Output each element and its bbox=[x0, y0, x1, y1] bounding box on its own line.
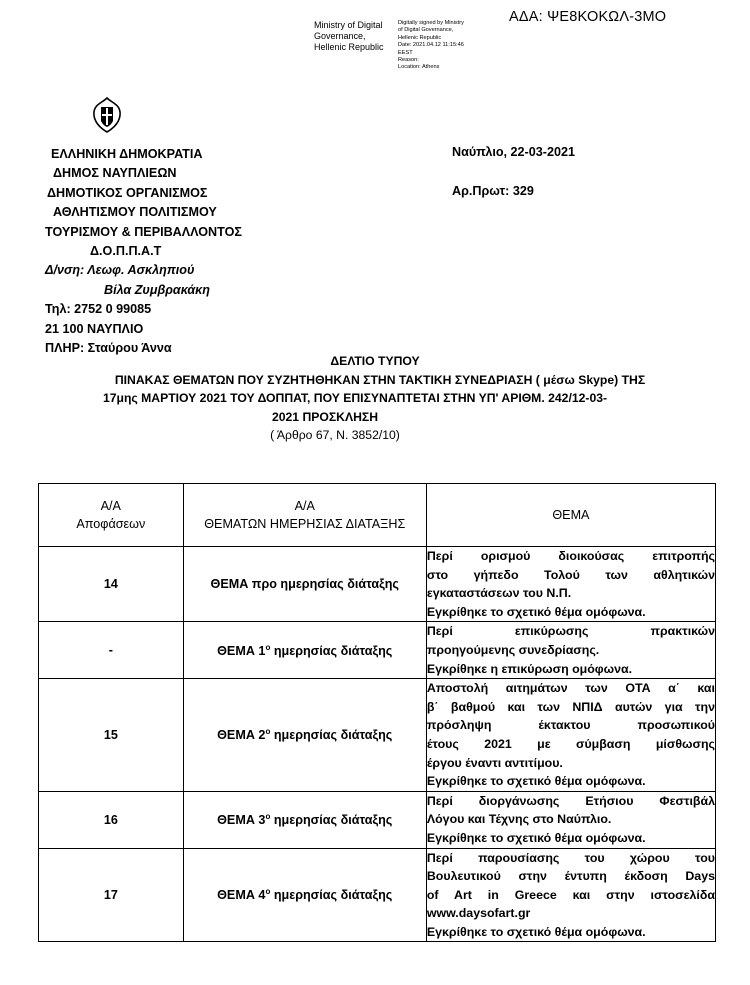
subject-line: Εγκρίθηκε το σχετικό θέμα ομόφωνα. bbox=[426, 924, 646, 939]
subject-line: Περί ορισμού διοικούσας επιτροπής bbox=[426, 549, 715, 563]
header-subject bbox=[426, 484, 715, 547]
sender-line: Τηλ: 2752 0 99085 bbox=[45, 302, 152, 317]
press-title: ΔΕΛΤΙΟ ΤΥΠΟΥ bbox=[330, 354, 420, 368]
sender-line: 21 100 ΝΑΥΠΛΙΟ bbox=[45, 321, 144, 336]
sender-line: ΕΛΛΗΝΙΚΗ ΔΗΜΟΚΡΑΤΙΑ bbox=[51, 147, 203, 161]
sender-line: Δ.Ο.Π.Π.Α.Τ bbox=[90, 243, 162, 258]
signature-line: Hellenic Republic bbox=[398, 34, 442, 41]
decision-number: 15 bbox=[39, 679, 184, 792]
subject-line: Εγκρίθηκε η επικύρωση ομόφωνα. bbox=[426, 661, 633, 676]
subject-description bbox=[426, 679, 715, 792]
header-text: ΘΕΜΑ bbox=[552, 508, 590, 522]
subject-line: of Art in Greece και στην ιστοσελίδα bbox=[426, 887, 715, 902]
agenda-topic-text: ΘΕΜΑ 3 bbox=[217, 813, 266, 828]
header-text: Αποφάσεων bbox=[76, 517, 146, 531]
press-subtitle-line: ΠΙΝΑΚΑΣ ΘΕΜΑΤΩΝ ΠΟΥ ΣΥΖΗΤΗΘΗΚΑΝ ΣΤΗΝ ΤΑΚΤΙΚΗ ΣΥΝΕΔΡΙΑΣΗ ( μέσω Skype) ΤΗΣ bbox=[114, 372, 646, 387]
subject-description bbox=[426, 622, 715, 679]
agenda-topic-text: ΘΕΜΑ 2 bbox=[217, 728, 266, 743]
subject-line: Βουλευτικού στην έντυπη έκδοση Days bbox=[426, 869, 715, 884]
agenda-topic bbox=[183, 848, 426, 942]
press-subtitle-line: 2021 ΠΡΟΣΚΛΗΣΗ bbox=[271, 409, 379, 424]
signer-line: Hellenic Republic bbox=[314, 42, 384, 52]
agenda-topic-suffix: ημερησίας διάταξης bbox=[270, 728, 393, 743]
agenda-topic-suffix: ημερησίας διάταξης bbox=[270, 643, 393, 658]
subject-line: Περί διοργάνωσης Ετήσιου Φεστιβάλ bbox=[426, 793, 715, 808]
header-text: ΘΕΜΑΤΩΝ ΗΜΕΡΗΣΙΑΣ ΔΙΑΤΑΞΗΣ bbox=[204, 517, 406, 531]
agenda-topic bbox=[183, 622, 426, 679]
sender-line: ΤΟΥΡΙΣΜΟΥ & ΠΕΡΙΒΑΛΛΟΝΤΟΣ bbox=[45, 224, 242, 239]
agenda-topic bbox=[183, 679, 426, 792]
protocol-number: Αρ.Πρωτ: 329 bbox=[452, 184, 534, 198]
subject-line: έργου έναντι αντιτίμου. bbox=[426, 755, 563, 770]
agenda-topic bbox=[183, 547, 426, 622]
sender-line: ΠΛΗΡ: Σταύρου Άννα bbox=[45, 340, 172, 355]
agenda-topic-suffix: ημερησίας διάταξης bbox=[270, 888, 393, 903]
signature-line: Digitally signed by Ministry bbox=[398, 20, 464, 26]
table-row bbox=[39, 622, 716, 679]
subject-line: β΄ βαθμού και των ΝΠΙΔ αυτών για την bbox=[426, 699, 715, 714]
decision-number: 17 bbox=[39, 848, 184, 942]
subject-line: Εγκρίθηκε το σχετικό θέμα ομόφωνα. bbox=[426, 604, 646, 619]
header-decision bbox=[39, 484, 184, 547]
subject-line: προηγούμενης συνεδρίασης. bbox=[426, 642, 600, 657]
subject-line: Περί επικύρωσης πρακτικών bbox=[426, 624, 715, 639]
decision-number: 14 bbox=[39, 547, 184, 622]
agenda-topic-text: ΘΕΜΑ προ ημερησίας διάταξης bbox=[210, 577, 399, 592]
digital-signature-details bbox=[398, 20, 464, 72]
sender-line: Βίλα Ζυμβρακάκη bbox=[104, 282, 210, 297]
sender-line: ΑΘΛΗΤΙΣΜΟΥ ΠΟΛΙΤΙΣΜΟΥ bbox=[53, 205, 217, 220]
subject-description bbox=[426, 791, 715, 848]
agenda-topic-text: ΘΕΜΑ 4 bbox=[217, 888, 266, 903]
table-row bbox=[39, 679, 716, 792]
topics-table bbox=[38, 483, 716, 942]
press-release-heading bbox=[0, 352, 750, 445]
header-topic bbox=[183, 484, 426, 547]
subject-description bbox=[426, 547, 715, 622]
sender-block bbox=[45, 145, 242, 358]
subject-line: Αποστολή αιτημάτων των ΟΤΑ α΄ και bbox=[426, 681, 715, 696]
signature-line: Location: Athens bbox=[398, 64, 440, 71]
subject-line: εγκαταστάσεων του Ν.Π. bbox=[426, 586, 572, 601]
subject-description bbox=[426, 848, 715, 942]
ada-code: ΑΔΑ: ΨΕ8ΚΟΚΩΛ-3ΜΟ bbox=[509, 9, 667, 25]
table-row bbox=[39, 848, 716, 942]
signature-line: Reason: bbox=[398, 57, 419, 64]
place-date: Ναύπλιο, 22-03-2021 bbox=[452, 145, 575, 159]
agenda-topic-text: ΘΕΜΑ 1 bbox=[217, 643, 266, 658]
sender-line: ΔΗΜΟΤΙΚΟΣ ΟΡΓΑΝΙΣΜΟΣ bbox=[47, 185, 208, 200]
digital-signer bbox=[314, 20, 384, 53]
signature-line: EEST bbox=[398, 49, 413, 56]
ordinal-suffix: ο bbox=[265, 642, 271, 652]
subject-line: πρόσληψη έκτακτου προσωπικού bbox=[426, 718, 715, 733]
decision-number: 16 bbox=[39, 791, 184, 848]
subject-line: Εγκρίθηκε το σχετικό θέμα ομόφωνα. bbox=[426, 774, 646, 789]
law-reference: ( Άρθρο 67, Ν. 3852/10) bbox=[270, 428, 400, 442]
subject-line: Λόγου και Τέχνης στο Ναύπλιο. bbox=[426, 812, 612, 827]
signature-line: Date: 2021.04.12 11:15:46 bbox=[398, 42, 464, 49]
signature-line: of Digital Governance, bbox=[398, 27, 454, 34]
hellenic-emblem-icon bbox=[92, 97, 122, 133]
header-text: Α/Α bbox=[294, 499, 315, 513]
signer-line: Ministry of Digital bbox=[314, 20, 383, 30]
ordinal-suffix: ο bbox=[265, 812, 271, 822]
press-subtitle-line: 17μης ΜΑΡΤΙΟΥ 2021 ΤΟΥ ΔΟΠΠΑΤ, ΠΟΥ ΕΠΙΣΥΝΑΠΤΕΤΑΙ ΣΤΗΝ ΥΠ' ΑΡΙΘΜ. 242/12-03- bbox=[102, 391, 608, 405]
ordinal-suffix: ο bbox=[265, 727, 271, 737]
table-row bbox=[39, 547, 716, 622]
agenda-topic-suffix: ημερησίας διάταξης bbox=[270, 813, 393, 828]
subject-line: έτους 2021 με σύμβαση μίσθωσης bbox=[426, 736, 715, 751]
sender-line: ΔΗΜΟΣ ΝΑΥΠΛΙΕΩΝ bbox=[53, 166, 177, 181]
subject-line: στο γήπεδο Τολού των αθλητικών bbox=[426, 567, 715, 582]
subject-line: Εγκρίθηκε το σχετικό θέμα ομόφωνα. bbox=[426, 830, 646, 845]
subject-line: www.daysofart.gr bbox=[426, 906, 531, 921]
decision-number: - bbox=[39, 622, 184, 679]
sender-line: Δ/νση: Λεωφ. Ασκληπιού bbox=[45, 263, 195, 278]
subject-line: Περί παρουσίασης του χώρου του bbox=[426, 850, 715, 865]
signer-line: Governance, bbox=[314, 31, 366, 41]
agenda-topic bbox=[183, 791, 426, 848]
header-text: Α/Α bbox=[100, 499, 121, 513]
table-row bbox=[39, 791, 716, 848]
ordinal-suffix: ο bbox=[265, 887, 271, 897]
table-header-row bbox=[39, 484, 716, 547]
